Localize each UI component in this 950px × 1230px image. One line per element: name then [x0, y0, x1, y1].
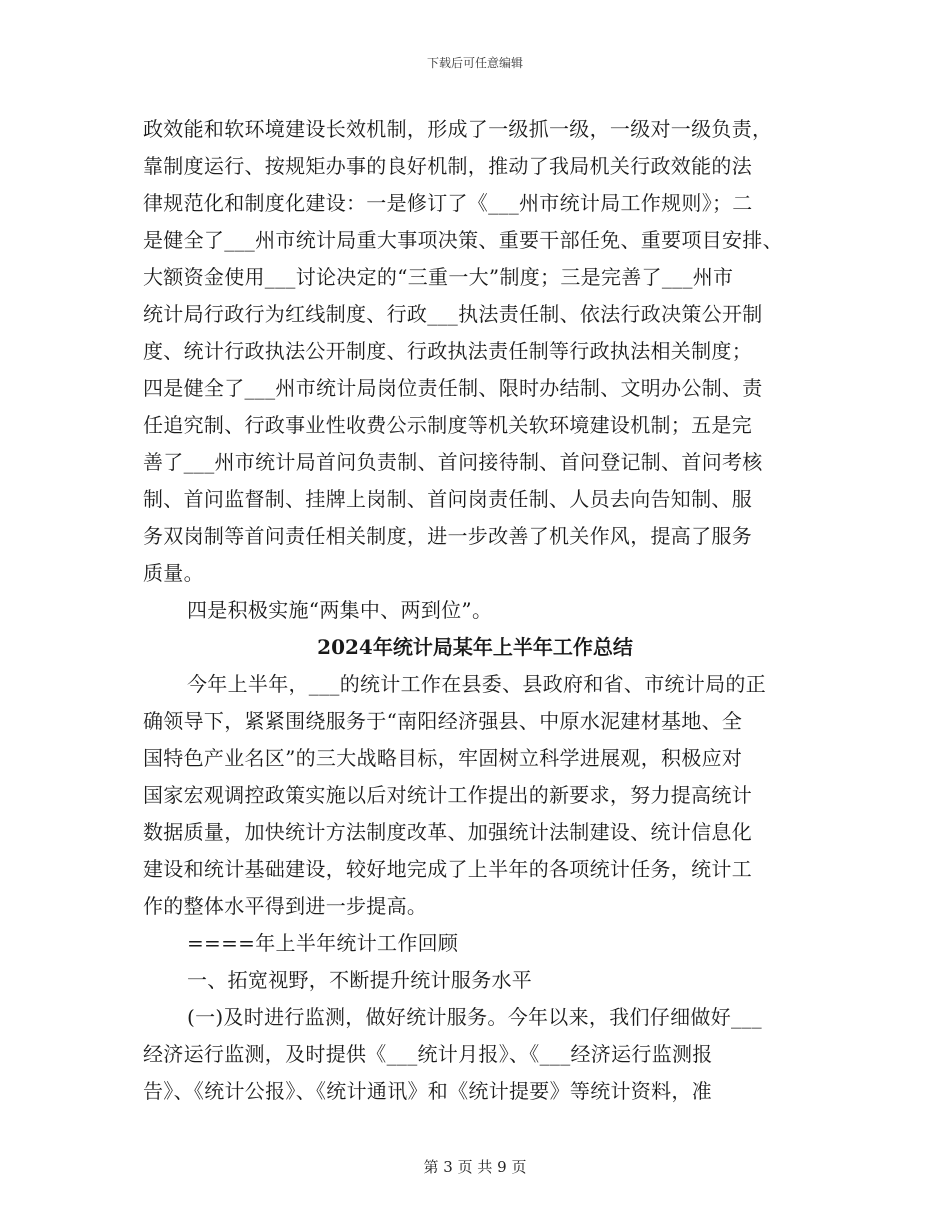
body-line: 度、统计行政执法公开制度、行政执法责任制等行政执法相关制度； [143, 339, 752, 363]
body-line: 国特色产业名区”的三大战略目标，牢固树立科学进展观，积极应对 [143, 746, 743, 770]
body-line: 制、首问监督制、挂牌上岗制、首问岗责任制、人员去向告知制、服 [143, 487, 752, 511]
section-heading: 一、拓宽视野，不断提升统计服务水平 [187, 968, 533, 992]
document-title: 2024年统计局某年上半年工作总结 [317, 635, 633, 659]
body-line: 统计局行政行为红线制度、行政___执法责任制、依法行政决策公开制 [143, 302, 763, 326]
body-line: 建设和统计基础建设，较好地完成了上半年的各项统计任务，统计工 [143, 857, 752, 881]
paragraph-four: 四是积极实施“两集中、两到位”。 [187, 598, 493, 622]
body-line: 四是健全了___州市统计局岗位责任制、限时办结制、文明办公制、责 [143, 376, 763, 400]
section-heading: ====年上半年统计工作回顾 [187, 931, 459, 955]
body-line: 律规范化和制度化建设：一是修订了《___州市统计局工作规则》；二 [143, 191, 753, 215]
body-line: 靠制度运行、按规矩办事的良好机制，推动了我局机关行政效能的法 [143, 154, 752, 178]
body-line: 任追究制、行政事业性收费公示制度等机关软环境建设机制；五是完 [143, 413, 752, 437]
body-line: 经济运行监测，及时提供《___统计月报》、《___经济运行监测报 [143, 1042, 713, 1066]
body-line: 数据质量，加快统计方法制度改革、加强统计法制建设、统计信息化 [143, 820, 752, 844]
page-header: 下载后可任意编辑 [426, 56, 523, 70]
body-line: 作的整体水平得到进一步提高。 [143, 894, 428, 918]
body-line: 善了___州市统计局首问负责制、首问接待制、首问登记制、首问考核 [143, 450, 763, 474]
body-line: 政效能和软环境建设长效机制，形成了一级抓一级，一级对一级负责， [143, 117, 773, 141]
body-line: 是健全了___州市统计局重大事项决策、重要干部任免、重要项目安排、 [143, 228, 783, 252]
body-line: 质量。 [143, 561, 204, 585]
body-line: 大额资金使用___讨论决定的“三重一大”制度；三是完善了___州市 [143, 265, 734, 289]
body-line: 确领导下，紧紧围绕服务于“南阳经济强县、中原水泥建材基地、全 [143, 709, 743, 733]
body-line: (一)及时进行监测，做好统计服务。今年以来，我们仔细做好___ [187, 1005, 762, 1029]
body-line: 国家宏观调控政策实施以后对统计工作提出的新要求，努力提高统计 [143, 783, 752, 807]
body-line: 务双岗制等首问责任相关制度，进一步改善了机关作风，提高了服务 [143, 524, 752, 548]
body-line: 告》、《统计公报》、《统计通讯》和《统计提要》等统计资料，准 [143, 1079, 712, 1103]
page-footer: 第 3 页 共 9 页 [423, 1158, 527, 1176]
body-line: 今年上半年，___的统计工作在县委、县政府和省、市统计局的正 [187, 672, 766, 696]
